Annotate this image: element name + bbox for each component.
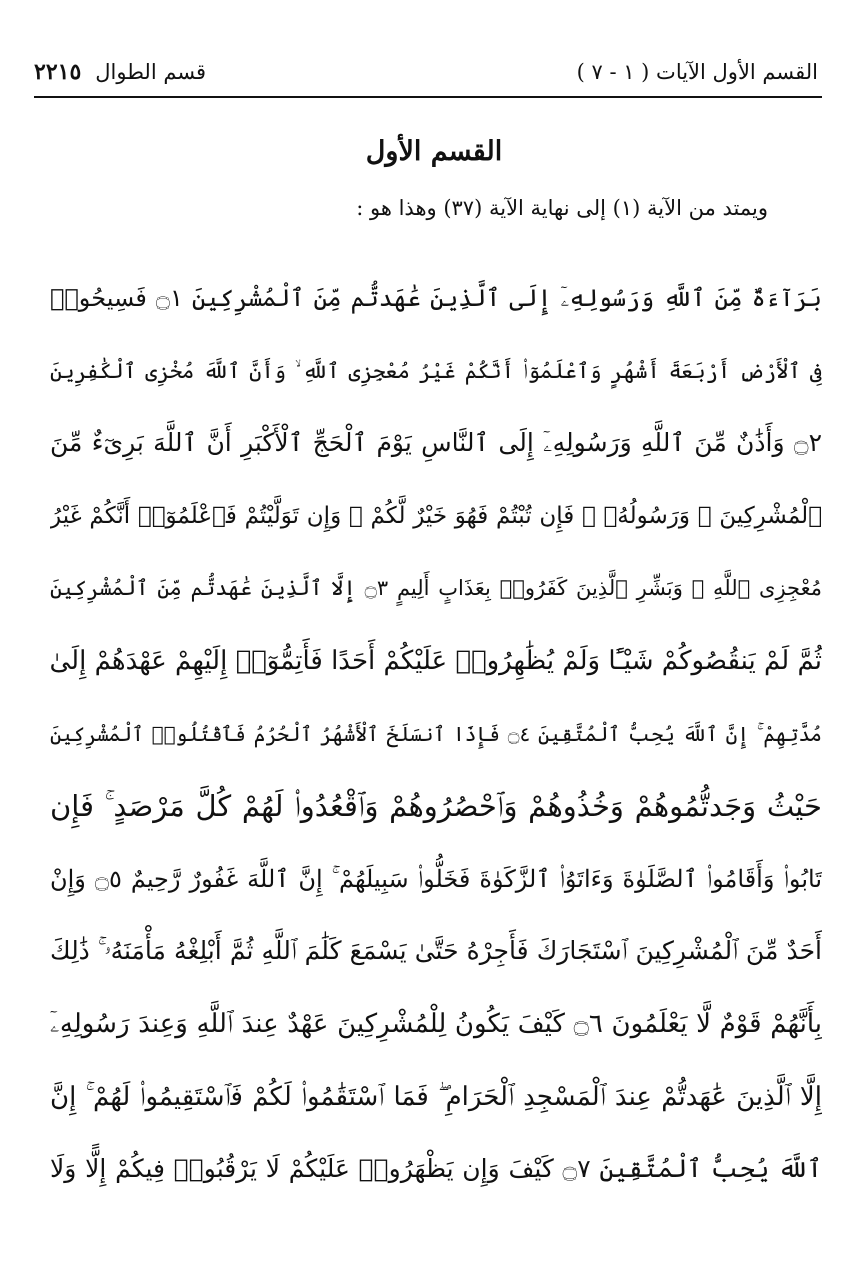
verse-line: ۝٢ وَأَذَٰنٌ مِّنَ ٱللَّهِ وَرَسُولِهِۦٓ إِلَى ٱلنَّاسِ يَوْمَ ٱلْحَجِّ ٱلْأَكْبَرِ أَنَّ ٱللَّهَ بَرِىٓءٌ مِّنَ bbox=[50, 428, 822, 458]
verse-line: ثُمَّ لَمْ يَنقُصُوكُمْ شَيْـًٔا وَلَمْ يُظَٰهِرُوا۟ عَلَيْكُمْ أَحَدًا فَأَتِمُّوٓا۟ إِلَيْهِمْ عَهْدَهُمْ إِلَىٰ bbox=[50, 645, 822, 676]
page-number: ٢٢١٥ bbox=[34, 59, 82, 85]
header-section-range: القسم الأول الآيات ( ١ - ٧ ) bbox=[576, 60, 818, 84]
verse-block bbox=[50, 262, 822, 1206]
header-part-name: قسم الطوال bbox=[95, 60, 207, 84]
header-rule bbox=[34, 96, 822, 98]
section-intro: ويمتد من الآية (١) إلى نهاية الآية (٣٧) وهذا هو : bbox=[356, 196, 768, 220]
verse-line: أَحَدٌ مِّنَ ٱلْمُشْرِكِينَ ٱسْتَجَارَكَ فَأَجِرْهُ حَتَّىٰ يَسْمَعَ كَلَٰمَ ٱللَّهِ ثُمَّ أَبْلِغْهُ مَأْمَنَهُۥ ۚ ذَٰلِكَ bbox=[50, 936, 822, 966]
verse-line: حَيْثُ وَجَدتُّمُوهُمْ وَخُذُوهُمْ وَٱحْصُرُوهُمْ وَٱقْعُدُوا۟ لَهُمْ كُلَّ مَرْصَدٍ ۚ فَإِن bbox=[50, 789, 822, 824]
verse-line: مُدَّتِهِمْ ۚ إِنَّ ٱللَّهَ يُحِبُّ ٱلْمُتَّقِينَ ۝٤ فَإِذَا ٱنسَلَخَ ٱلْأَشْهُرُ ٱلْحُرُمُ فَٱقْتُلُوا۟ ٱلْمُشْرِكِينَ bbox=[50, 721, 822, 746]
verse-line: إِلَّا ٱلَّذِينَ عَٰهَدتُّمْ عِندَ ٱلْمَسْجِدِ ٱلْحَرَامِ ۖ فَمَا ٱسْتَقَٰمُوا۟ لَكُمْ فَٱسْتَقِيمُوا۟ لَهُمْ ۚ إِنَّ bbox=[50, 1081, 822, 1112]
verse-line: ٱلْمُشْرِكِينَ ۙ وَرَسُولُهُۥ ۚ فَإِن تُبْتُمْ فَهُوَ خَيْرٌ لَّكُمْ ۖ وَإِن تَوَلَّيْتُمْ فَٱعْلَمُوٓا۟ أَنَّكُمْ غَيْرُ bbox=[50, 502, 822, 529]
verse-line: مُعْجِزِى ٱللَّهِ ۗ وَبَشِّرِ ٱلَّذِينَ كَفَرُوا۟ بِعَذَابٍ أَلِيمٍ ۝٣ إِلَّا ٱلَّذِينَ عَٰهَدتُّم مِّنَ ٱلْمُشْرِكِينَ bbox=[50, 576, 822, 601]
verse-line: بِأَنَّهُمْ قَوْمٌ لَّا يَعْلَمُونَ ۝٦ كَيْفَ يَكُونُ لِلْمُشْرِكِينَ عَهْدٌ عِندَ ٱللَّهِ وَعِندَ رَسُولِهِۦٓ bbox=[50, 1008, 822, 1039]
header-left-group bbox=[34, 59, 206, 85]
running-header bbox=[34, 52, 818, 92]
section-title: القسم الأول bbox=[365, 136, 503, 167]
verse-line: ٱللَّهَ يُحِبُّ ٱلْمُتَّقِينَ ۝٧ كَيْفَ وَإِن يَظْهَرُوا۟ عَلَيْكُمْ لَا يَرْقُبُوا۟ فِيكُمْ إِلًّا وَلَا bbox=[50, 1154, 822, 1184]
verse-line: تَابُوا۟ وَأَقَامُوا۟ ٱلصَّلَوٰةَ وَءَاتَوُا۟ ٱلزَّكَوٰةَ فَخَلُّوا۟ سَبِيلَهُمْ ۚ إِنَّ ٱللَّهَ غَفُورٌ رَّحِيمٌ ۝٥ وَإِنْ bbox=[50, 864, 822, 893]
verse-line: بَرَآءَةٌ مِّنَ ٱللَّهِ وَرَسُولِهِۦٓ إِلَى ٱلَّذِينَ عَٰهَدتُّم مِّنَ ٱلْمُشْرِكِينَ ۝١ فَسِيحُوا۟ bbox=[50, 284, 822, 312]
verse-line: فِى ٱلْأَرْضِ أَرْبَعَةَ أَشْهُرٍ وَٱعْلَمُوٓا۟ أَنَّكُمْ غَيْرُ مُعْجِزِى ٱللَّهِ ۙ وَأَنَّ ٱللَّهَ مُخْزِى ٱلْكَٰفِرِينَ bbox=[50, 358, 822, 383]
